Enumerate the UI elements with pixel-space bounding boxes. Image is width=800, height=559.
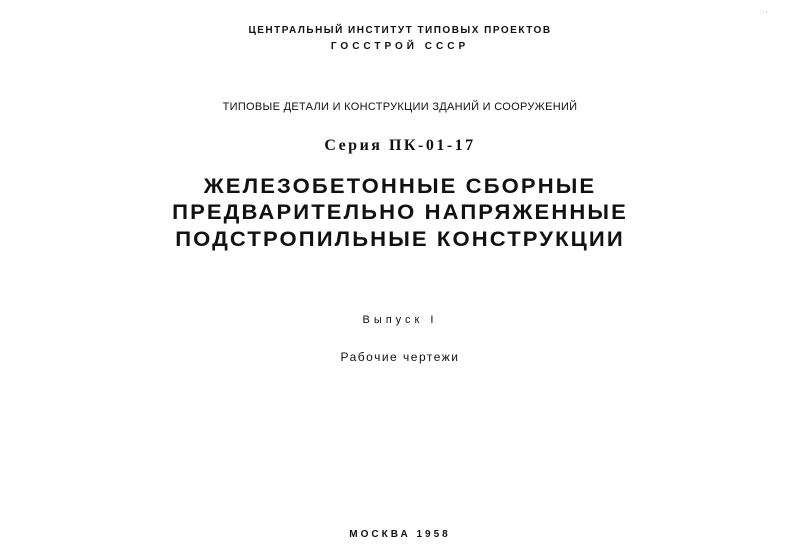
document-title-line-2: ПРЕДВАРИТЕЛЬНО НАПРЯЖЕННЫЕ [172,201,628,224]
series-number: Серия ПК-01-17 [324,137,476,154]
document-type: Рабочие чертежи [340,350,460,364]
issue-number: Выпуск I [362,314,438,326]
scan-speck [766,12,767,13]
agency-name: ГОССТРОЙ СССР [330,41,470,52]
collection-subtitle: ТИПОВЫЕ ДЕТАЛИ И КОНСТРУКЦИИ ЗДАНИЙ И СООРУЖЕНИЙ [222,101,578,113]
institute-name: ЦЕНТРАЛЬНЫЙ ИНСТИТУТ ТИПОВЫХ ПРОЕКТОВ [248,25,552,36]
publication-place-year: МОСКВА 1958 [349,529,451,540]
document-title-line-3: ПОДСТРОПИЛЬНЫЕ КОНСТРУКЦИИ [175,228,625,251]
document-title-line-1: ЖЕЛЕЗОБЕТОННЫЕ СБОРНЫЕ [203,175,597,198]
